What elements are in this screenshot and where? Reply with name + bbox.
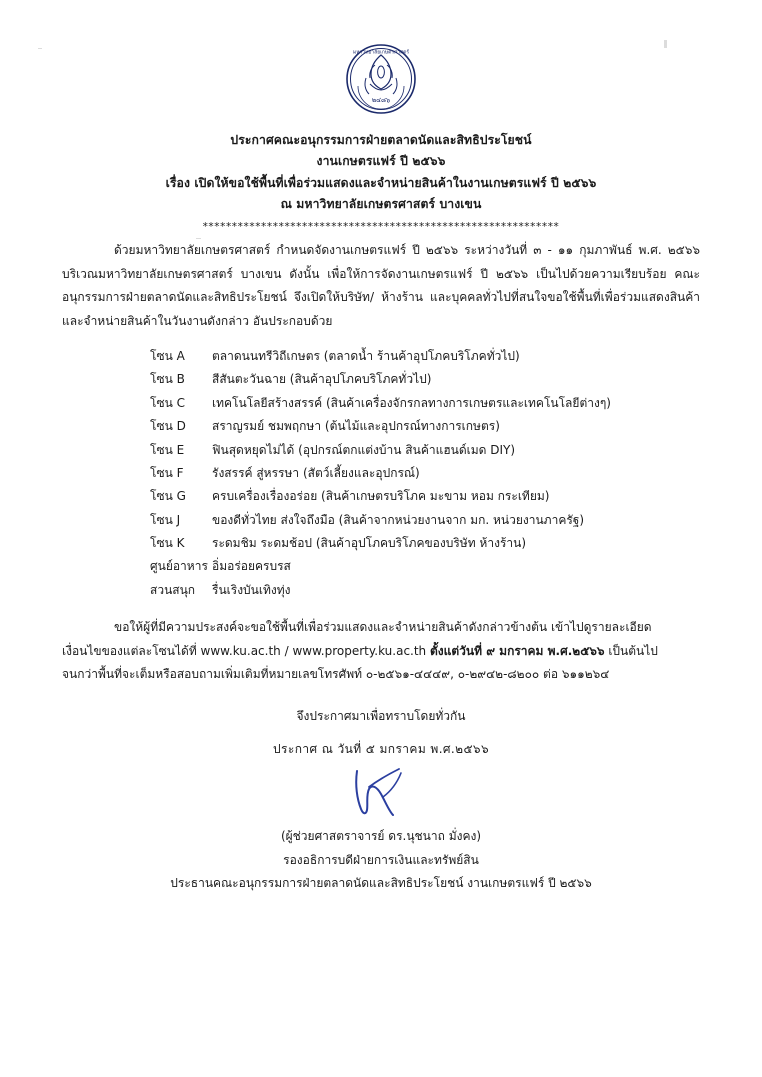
zone-description: ฟินสุดหยุดไม่ได้ (อุปกรณ์ตกแต่งบ้าน สินค้าแฮนด์เมด DIY) (212, 442, 516, 457)
zone-name: โซน F (150, 465, 184, 480)
table-row (62, 439, 700, 462)
heading-line-4: ณ มหาวิทยาลัยเกษตรศาสตร์ บางเขน (280, 197, 482, 212)
separator-line: ************************************************************* (202, 221, 560, 234)
signature-role-1: รองอธิการบดีฝ่ายการเงินและทรัพย์สิน (283, 852, 479, 867)
zone-description: เทคโนโลยีสร้างสรรค์ (สินค้าเครื่องจักรกลทางการเกษตรและเทคโนโลยีต่างๆ) (212, 395, 611, 410)
table-row (62, 368, 700, 391)
closing-line-2-pre: เงื่อนไขของแต่ละโซนได้ที่ www.ku.ac.th / www.property.ku.ac.th (62, 643, 430, 658)
svg-text:๒๔๘๖: ๒๔๘๖ (371, 96, 391, 104)
scan-artifact (196, 238, 201, 239)
table-row (62, 509, 700, 532)
closing-line-2-post: เป็นต้นไป (604, 643, 658, 658)
zone-name: โซน E (150, 442, 185, 457)
heading-line-1: ประกาศคณะอนุกรรมการฝ่ายตลาดนัดและสิทธิประโยชน์ (230, 133, 532, 147)
intro-paragraph: ด้วยมหาวิทยาลัยเกษตรศาสตร์ กำหนดจัดงานเกษตรแฟร์ ปี ๒๕๖๖ ระหว่างวันที่ ๓ - ๑๑ กุมภาพันธ์ พ.ศ. ๒๕๖๖ บริเวณมหาวิทยาลัยเกษตรศาสตร์ บางเขน ดังนั้น เพื่อให้การจัดงานเกษตรแฟร์ ปี ๒๕๖๖ เป็นไปด้วยความเรียบร้อย คณะอนุกรรมการฝ่ายตลาดนัดและสิทธิประโยชน์ จึงเปิดให้บริษัท/ ห้างร้าน และบุคคลทั่วไปที่สนใจขอใช้พื้นที่เพื่อร่วมแสดงสินค้าและจำหน่ายสินค้าในวันงานดังกล่าว อันประกอบด้วย (62, 243, 700, 328)
zone-description: สราญรมย์ ชมพฤกษา (ต้นไม้และอุปกรณ์ทางการเกษตร) (212, 419, 500, 434)
table-row (62, 555, 700, 578)
table-row (62, 485, 700, 508)
heading-line-3: เรื่อง เปิดให้ขอใช้พื้นที่เพื่อร่วมแสดงและจำหน่ายสินค้าในงานเกษตรแฟร์ ปี ๒๕๖๖ (165, 175, 597, 190)
signature-ink (62, 763, 700, 825)
zone-description: รื่นเริงบันเทิงทุ่ง (212, 582, 291, 597)
document-heading (62, 130, 700, 215)
zone-description: อิ่มอร่อยครบรส (212, 559, 291, 574)
closing-paragraph (62, 616, 700, 686)
heading-line-2: งานเกษตรแฟร์ ปี ๒๕๖๖ (316, 154, 446, 169)
zone-name: โซน G (150, 489, 186, 504)
closing-line-1: ขอให้ผู้ที่มีความประสงค์จะขอใช้พื้นที่เพื่อร่วมแสดงและจำหน่ายสินค้าดังกล่าวข้างต้น เข้าไปดูรายละเอียด (114, 620, 652, 635)
table-row (62, 462, 700, 485)
zone-name: สวนสนุก (150, 582, 196, 597)
scan-artifact (38, 48, 42, 49)
zone-name: โซน J (150, 512, 181, 527)
zone-name: โซน D (150, 419, 186, 434)
signature-name: (ผู้ช่วยศาสตราจารย์ ดร.นุชนาถ มั่งคง) (280, 829, 482, 844)
table-row (62, 579, 700, 602)
scan-artifact (664, 40, 667, 48)
svg-text:มหาวิทยาลัยเกษตรศาสตร์: มหาวิทยาลัยเกษตรศาสตร์ (352, 49, 410, 56)
zone-name: โซน B (150, 372, 185, 387)
zone-description: ครบเครื่องเรื่องอร่อย (สินค้าเกษตรบริโภค มะขาม หอม กระเทียม) (212, 489, 550, 504)
emblem-container (62, 42, 700, 116)
notice-line: จึงประกาศมาเพื่อทราบโดยทั่วกัน (296, 709, 466, 724)
announce-date: ประกาศ ณ วันที่ ๕ มกราคม พ.ศ.๒๕๖๖ (273, 742, 489, 757)
zone-description: รังสรรค์ สู่หรรษา (สัตว์เลี้ยงและอุปกรณ์) (212, 465, 420, 480)
zone-name: โซน A (150, 348, 185, 363)
signature-role-2: ประธานคณะอนุกรรมการฝ่ายตลาดนัดและสิทธิประโยชน์ งานเกษตรแฟร์ ปี ๒๕๖๖ (170, 876, 592, 891)
table-row (62, 415, 700, 438)
table-row (62, 345, 700, 368)
signature-block (62, 763, 700, 895)
zone-description: ระดมชิม ระดมช้อป (สินค้าอุปโภคบริโภคของบริษัท ห้างร้าน) (212, 536, 527, 551)
zone-list-table (62, 345, 700, 602)
closing-line-2-date: ตั้งแต่วันที่ ๙ มกราคม พ.ศ.๒๕๖๖ (429, 643, 605, 658)
zone-name: ศูนย์อาหาร (150, 559, 208, 574)
zone-description: ตลาดนนทรีวิถีเกษตร (ตลาดน้ำ ร้านค้าอุปโภคบริโภคทั่วไป) (212, 348, 520, 363)
closing-line-3: จนกว่าพื้นที่จะเต็มหรือสอบถามเพิ่มเติมที่หมายเลขโทรศัพท์ ๐-๒๕๖๑-๔๔๔๙, ๐-๒๙๔๒-๘๒๐๐ ต่อ ๖๑๑๒๖๔ (62, 667, 610, 682)
zone-name: โซน K (150, 536, 185, 551)
table-row (62, 392, 700, 415)
zone-description: สีสันตะวันฉาย (สินค้าอุปโภคบริโภคทั่วไป) (212, 372, 432, 387)
zone-description: ของดีทั่วไทย ส่งใจถึงมือ (สินค้าจากหน่วยงานจาก มก. หน่วยงานภาครัฐ) (212, 512, 585, 527)
kasetsart-university-emblem-icon (344, 42, 418, 116)
zone-name: โซน C (150, 395, 185, 410)
table-row (62, 532, 700, 555)
